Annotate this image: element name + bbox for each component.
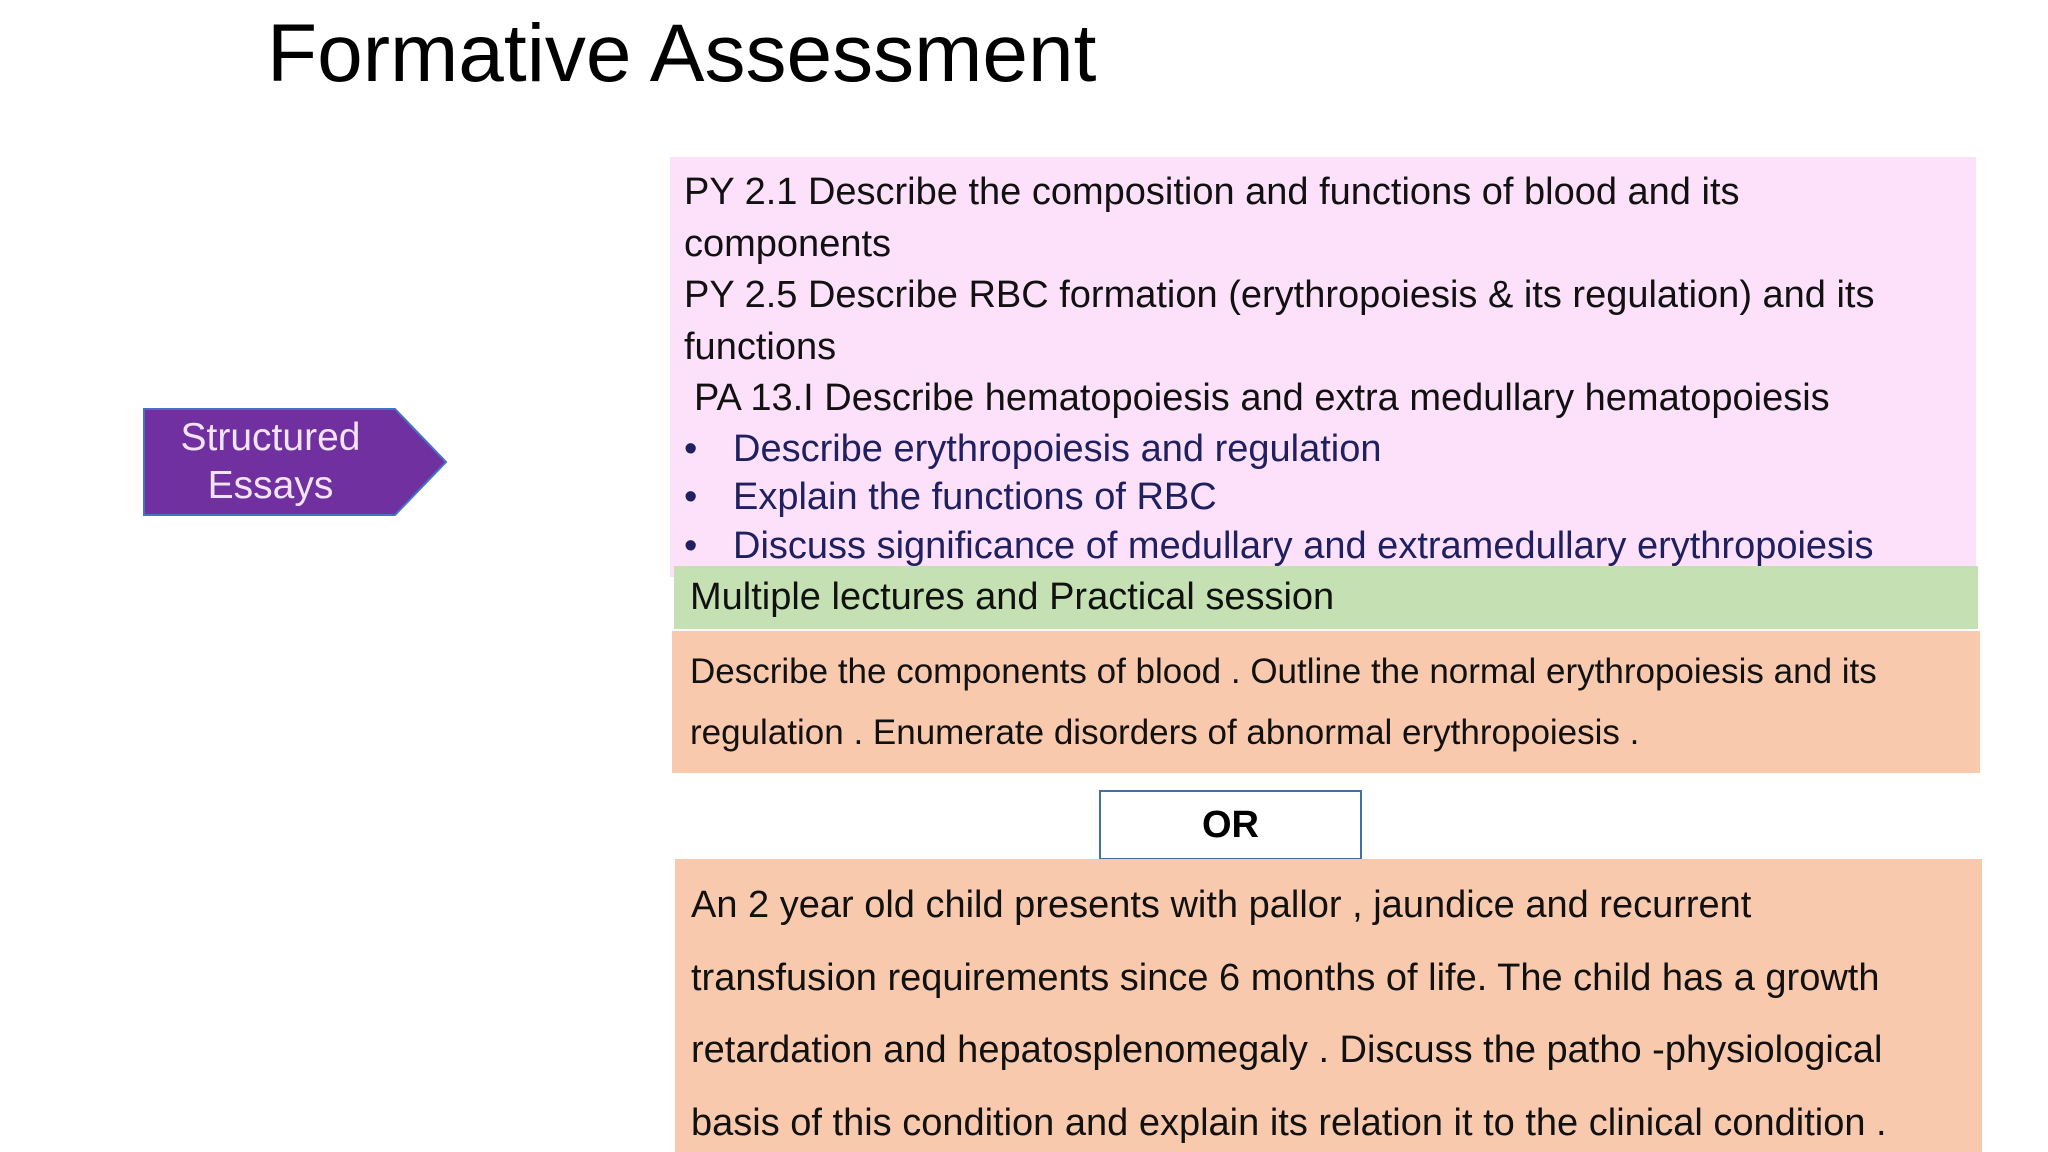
question-line: Describe the components of blood . Outline the normal erythropoiesis and its: [690, 652, 1877, 691]
tag-label-line-2: Essays: [207, 464, 334, 507]
bullet-text: Describe erythropoiesis and regulation: [733, 427, 1382, 470]
objective-line: functions: [684, 325, 837, 368]
bullet-text: Discuss significance of medullary and extramedullary erythropoiesis: [733, 524, 1874, 567]
bullet-icon: •: [684, 476, 698, 518]
question-line: basis of this condition and explain its relation it to the clinical condition .: [691, 1101, 1887, 1144]
or-separator: OR: [1099, 790, 1362, 860]
objective-line: PY 2.1 Describe the composition and functions of blood and its: [684, 171, 1740, 213]
objective-bullet: [684, 473, 1962, 522]
slide-title: Formative Assessment: [267, 8, 1097, 99]
structured-essays-tag: [143, 408, 448, 516]
objective-bullet-list: [684, 425, 1962, 571]
objective-bullet: [684, 425, 1962, 474]
learning-objectives-box: [670, 157, 1976, 577]
objective-line: PA 13.I Describe hematopoiesis and extra medullary hematopoiesis: [694, 377, 1830, 419]
bullet-icon: •: [684, 524, 698, 567]
bullet-icon: •: [684, 427, 698, 470]
essay-question-two: [675, 859, 1982, 1152]
question-line: regulation . Enumerate disorders of abnormal erythropoiesis .: [690, 713, 1640, 752]
question-line: An 2 year old child presents with pallor , jaundice and recurrent: [691, 884, 1752, 926]
objective-line: components: [684, 222, 892, 265]
objective-bullet: [684, 522, 1962, 571]
essay-question-one: [672, 631, 1980, 773]
bullet-text: Explain the functions of RBC: [733, 476, 1217, 518]
teaching-method-bar: Multiple lectures and Practical session: [674, 566, 1978, 629]
objective-line: PY 2.5 Describe RBC formation (erythropoiesis & its regulation) and its: [684, 274, 1875, 316]
question-line: retardation and hepatosplenomegaly . Discuss the patho -physiological: [691, 1029, 1883, 1071]
question-line: transfusion requirements since 6 months of life. The child has a growth: [691, 956, 1880, 999]
tag-label-line-1: Structured: [180, 416, 361, 459]
tag-label: [143, 408, 398, 516]
